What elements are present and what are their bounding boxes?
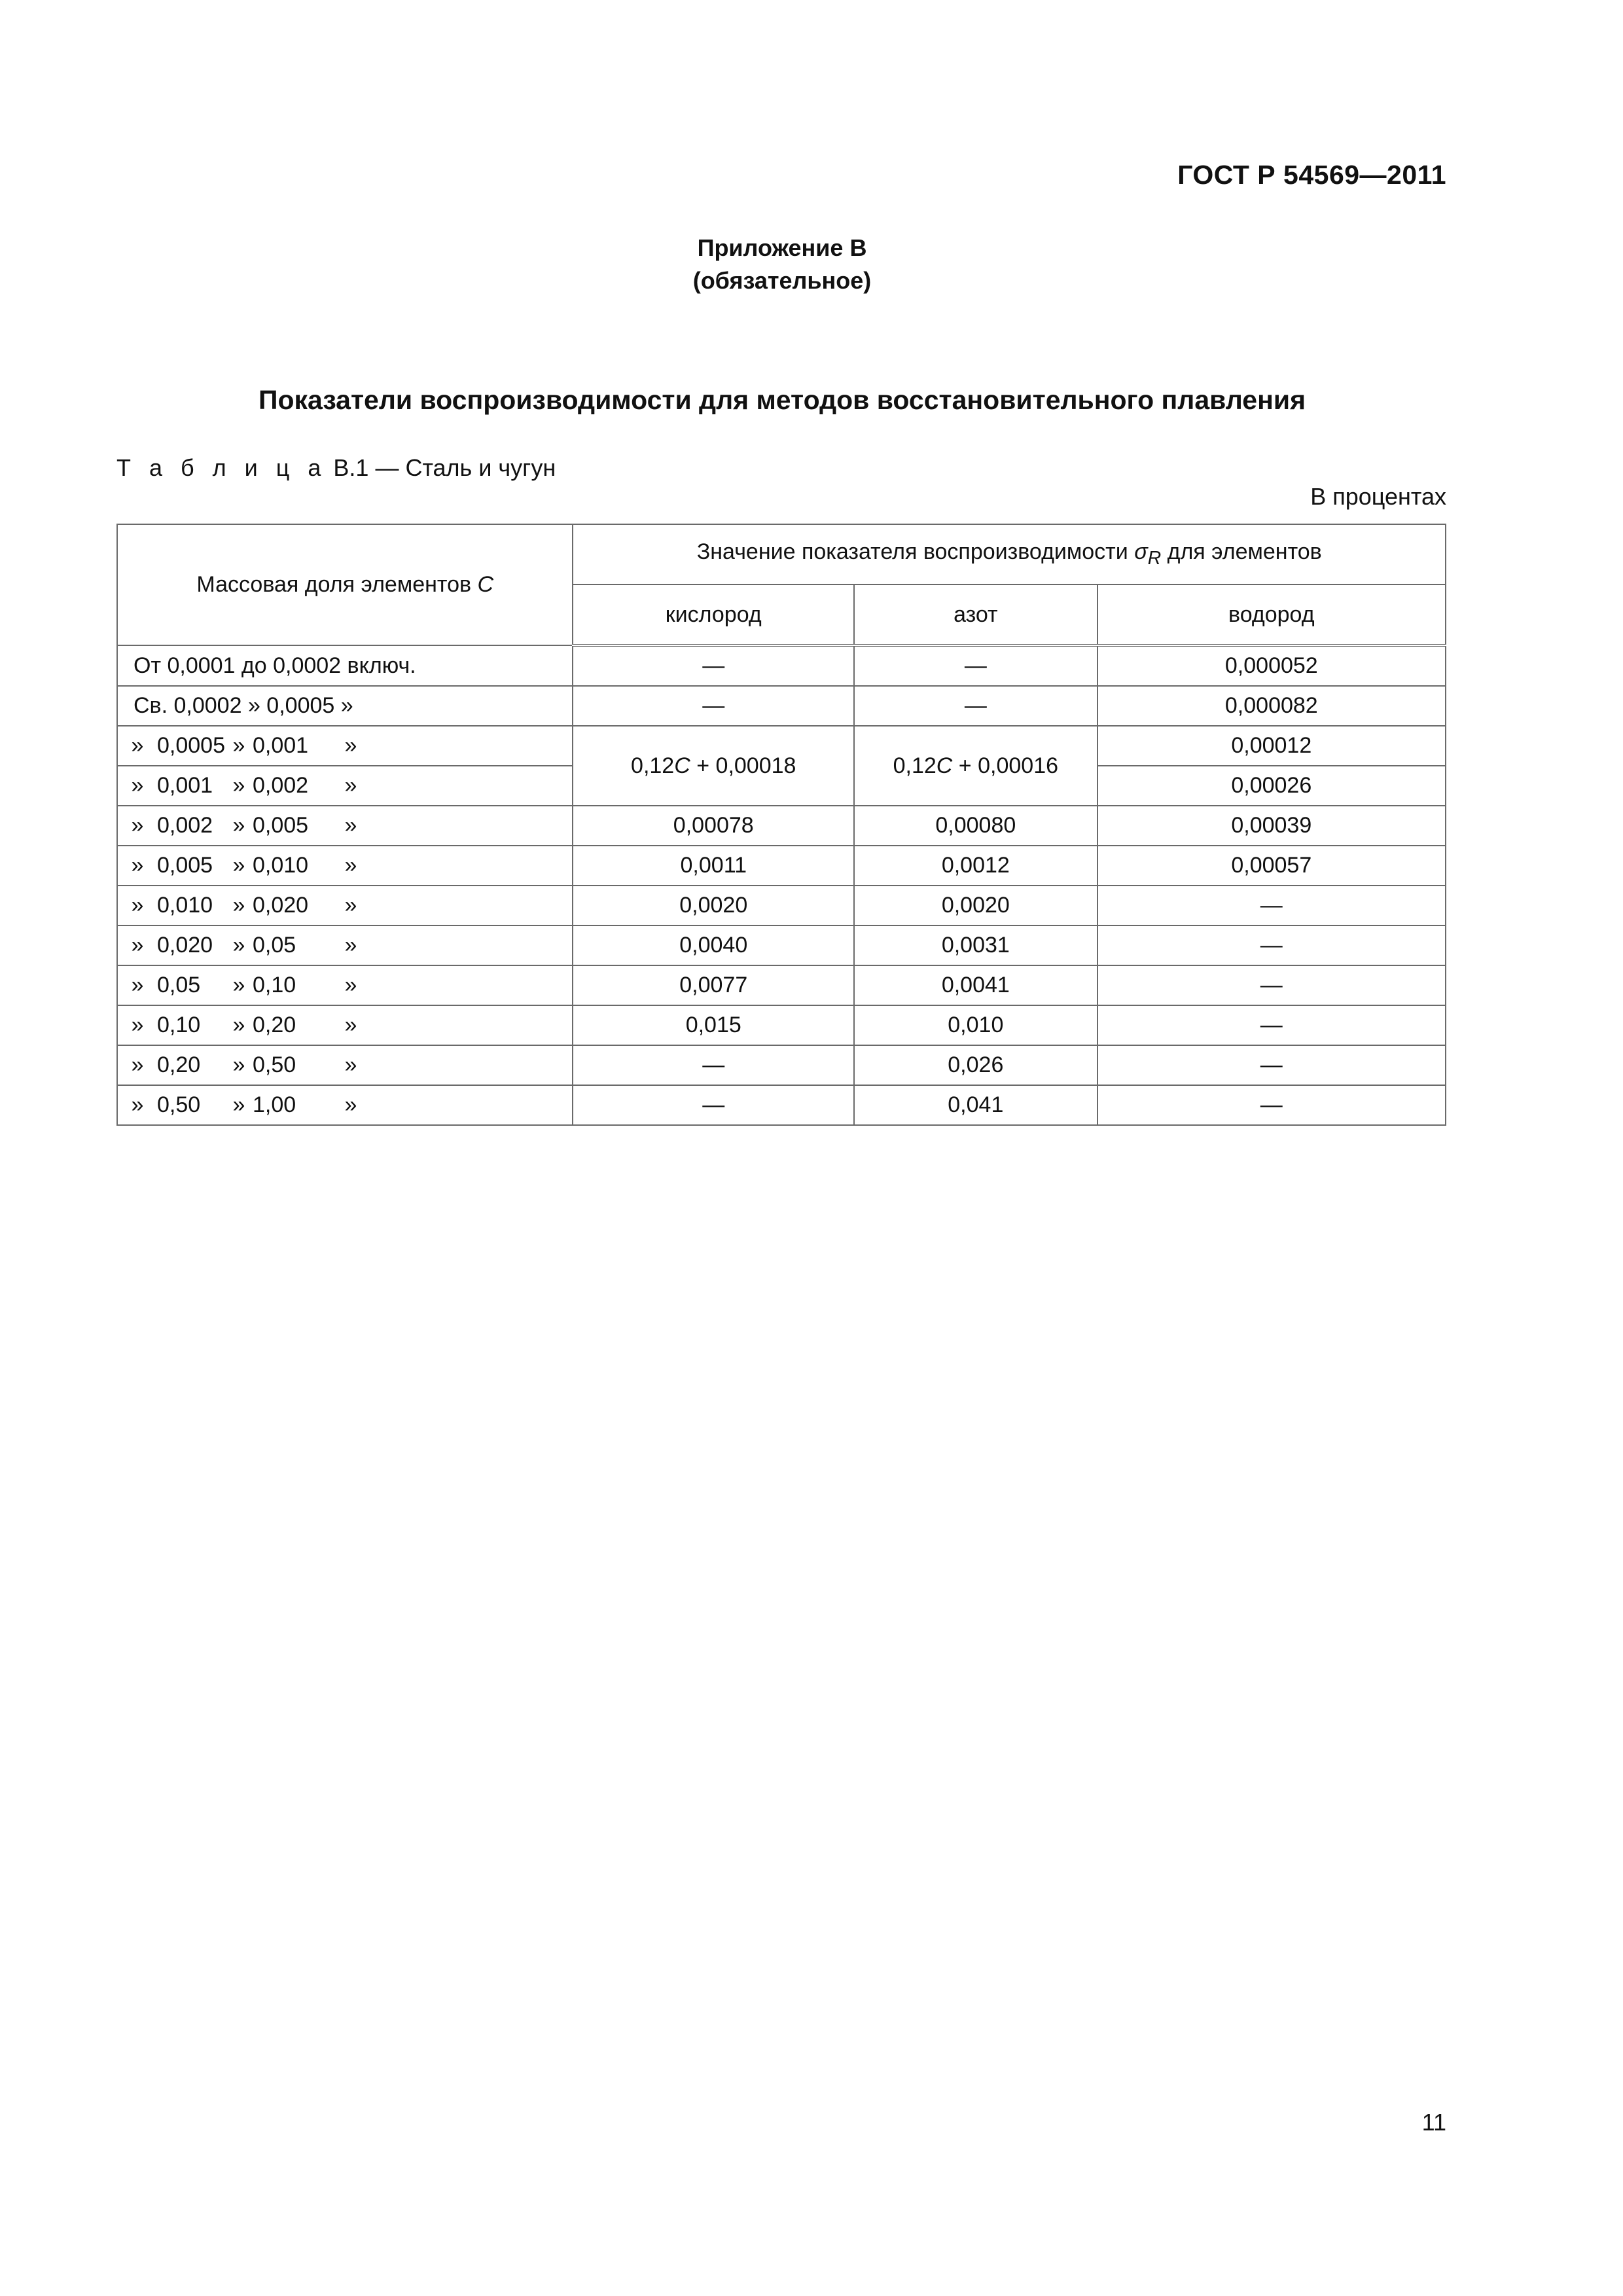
range-to: 0,05	[253, 933, 296, 958]
hydrogen-cell: —	[1097, 886, 1446, 925]
range-cell: От 0,0001 до 0,0002 включ.	[117, 645, 573, 686]
nitrogen-cell: —	[854, 686, 1097, 726]
appendix-heading	[0, 232, 1564, 297]
range-prefix: »	[131, 813, 144, 838]
oxygen-cell: 0,00078	[573, 806, 854, 846]
range-suffix: »	[344, 973, 357, 997]
hydrogen-cell: —	[1097, 925, 1446, 965]
nitrogen-cell: 0,010	[854, 1005, 1097, 1045]
nitrogen-cell: 0,026	[854, 1045, 1097, 1085]
header-mass-fraction-symbol: C	[477, 572, 494, 597]
range-to: 0,20	[253, 1013, 296, 1037]
header-reproducibility-group	[573, 524, 1446, 584]
hydrogen-cell: 0,000052	[1097, 645, 1446, 686]
range-cell	[117, 806, 573, 846]
range-prefix: »	[131, 1052, 144, 1077]
range-to-mark: »	[232, 1092, 245, 1117]
page-number: 11	[1421, 2109, 1446, 2136]
range-from: 0,005	[157, 853, 213, 878]
formula-constant: + 0,00016	[952, 753, 1059, 778]
hydrogen-cell: 0,00026	[1097, 766, 1446, 806]
oxygen-cell: 0,0011	[573, 846, 854, 886]
range-to-mark: »	[232, 1052, 245, 1077]
range-suffix: »	[344, 1092, 357, 1117]
range-prefix: »	[131, 1092, 144, 1117]
range-to-mark: »	[232, 813, 245, 838]
table-row	[117, 846, 1446, 886]
range-cell	[117, 766, 573, 806]
nitrogen-formula-cell	[854, 726, 1097, 806]
table-caption	[116, 454, 556, 482]
header-sigma-symbol: σ	[1134, 539, 1148, 565]
nitrogen-cell: 0,0020	[854, 886, 1097, 925]
hydrogen-cell: —	[1097, 1005, 1446, 1045]
nitrogen-cell: 0,0041	[854, 965, 1097, 1005]
header-nitrogen: азот	[854, 584, 1097, 645]
table-row	[117, 1045, 1446, 1085]
range-prefix: »	[131, 973, 144, 997]
oxygen-cell: —	[573, 1045, 854, 1085]
range-prefix: »	[131, 733, 144, 758]
appendix-title: Приложение В	[697, 234, 867, 261]
hydrogen-cell: 0,00039	[1097, 806, 1446, 846]
range-suffix: »	[344, 933, 357, 958]
nitrogen-cell: 0,041	[854, 1085, 1097, 1125]
range-cell	[117, 965, 573, 1005]
nitrogen-cell: 0,00080	[854, 806, 1097, 846]
range-cell	[117, 886, 573, 925]
range-from: 0,20	[157, 1052, 201, 1077]
oxygen-cell: —	[573, 645, 854, 686]
header-mass-fraction-label: Массовая доля элементов	[196, 572, 472, 597]
formula-constant: + 0,00018	[690, 753, 796, 778]
formula-coefficient: 0,12	[893, 753, 936, 778]
header-oxygen: кислород	[573, 584, 854, 645]
oxygen-cell: —	[573, 1085, 854, 1125]
hydrogen-cell: —	[1097, 965, 1446, 1005]
range-to-mark: »	[232, 733, 245, 758]
range-cell	[117, 1005, 573, 1045]
table-row	[117, 886, 1446, 925]
range-from: 0,05	[157, 973, 201, 997]
range-prefix: »	[131, 1013, 144, 1037]
range-to-mark: »	[232, 1013, 245, 1037]
table-header-row	[117, 524, 1446, 584]
table-row	[117, 645, 1446, 686]
header-group-suffix: для элементов	[1161, 539, 1322, 565]
range-suffix: »	[344, 1052, 357, 1077]
table-row	[117, 806, 1446, 846]
range-to-mark: »	[232, 933, 245, 958]
range-to: 0,10	[253, 973, 296, 997]
oxygen-cell: 0,0077	[573, 965, 854, 1005]
range-suffix: »	[344, 1013, 357, 1037]
range-from: 0,50	[157, 1092, 201, 1117]
oxygen-cell: —	[573, 686, 854, 726]
formula-symbol: C	[936, 753, 953, 778]
table-row	[117, 965, 1446, 1005]
range-from: 0,001	[157, 773, 213, 798]
table-row	[117, 1085, 1446, 1125]
range-suffix: »	[344, 733, 357, 758]
range-cell	[117, 1045, 573, 1085]
table-row	[117, 925, 1446, 965]
range-suffix: »	[344, 893, 357, 918]
hydrogen-cell: 0,000082	[1097, 686, 1446, 726]
range-to-mark: »	[232, 773, 245, 798]
range-to: 1,00	[253, 1092, 296, 1117]
range-to: 0,020	[253, 893, 309, 918]
nitrogen-cell: 0,0012	[854, 846, 1097, 886]
range-to-mark: »	[232, 893, 245, 918]
range-suffix: »	[344, 813, 357, 838]
range-to: 0,005	[253, 813, 309, 838]
range-to: 0,010	[253, 853, 309, 878]
range-cell	[117, 1085, 573, 1125]
reproducibility-table	[116, 524, 1446, 1126]
header-sigma-subscript: R	[1147, 547, 1162, 569]
hydrogen-cell: —	[1097, 1085, 1446, 1125]
range-cell: Св. 0,0002 » 0,0005 »	[117, 686, 573, 726]
table-units: В процентах	[1310, 483, 1446, 510]
range-prefix: »	[131, 893, 144, 918]
table-caption-text: В.1 — Сталь и чугун	[327, 454, 556, 481]
range-from: 0,10	[157, 1013, 201, 1037]
range-from: 0,010	[157, 893, 213, 918]
range-suffix: »	[344, 773, 357, 798]
appendix-status: (обязательное)	[692, 267, 872, 294]
range-to-mark: »	[232, 973, 245, 997]
oxygen-cell: 0,0020	[573, 886, 854, 925]
formula-coefficient: 0,12	[631, 753, 675, 778]
range-to-mark: »	[232, 853, 245, 878]
range-cell	[117, 726, 573, 766]
section-title: Показатели воспроизводимости для методов восстановительного плавления	[258, 385, 1306, 415]
range-to: 0,50	[253, 1052, 296, 1077]
oxygen-cell: 0,0040	[573, 925, 854, 965]
range-to: 0,002	[253, 773, 309, 798]
nitrogen-cell: —	[854, 645, 1097, 686]
header-mass-fraction	[117, 524, 573, 645]
range-to: 0,001	[253, 733, 309, 758]
range-suffix: »	[344, 853, 357, 878]
hydrogen-cell: 0,00012	[1097, 726, 1446, 766]
range-from: 0,002	[157, 813, 213, 838]
range-cell	[117, 846, 573, 886]
oxygen-formula-cell	[573, 726, 854, 806]
formula-symbol: C	[674, 753, 690, 778]
table-row	[117, 1005, 1446, 1045]
hydrogen-cell: —	[1097, 1045, 1446, 1085]
document-id: ГОСТ Р 54569—2011	[1177, 160, 1446, 190]
nitrogen-cell: 0,0031	[854, 925, 1097, 965]
table-row	[117, 686, 1446, 726]
header-group-prefix: Значение показателя воспроизводимости	[696, 539, 1135, 565]
table-row	[117, 726, 1446, 766]
hydrogen-cell: 0,00057	[1097, 846, 1446, 886]
range-cell	[117, 925, 573, 965]
range-prefix: »	[131, 933, 144, 958]
oxygen-cell: 0,015	[573, 1005, 854, 1045]
table-caption-prefix: Т а б л и ц а	[116, 454, 327, 481]
header-hydrogen: водород	[1097, 584, 1446, 645]
range-from: 0,0005	[157, 733, 225, 758]
range-prefix: »	[131, 853, 144, 878]
range-prefix: »	[131, 773, 144, 798]
range-from: 0,020	[157, 933, 213, 958]
